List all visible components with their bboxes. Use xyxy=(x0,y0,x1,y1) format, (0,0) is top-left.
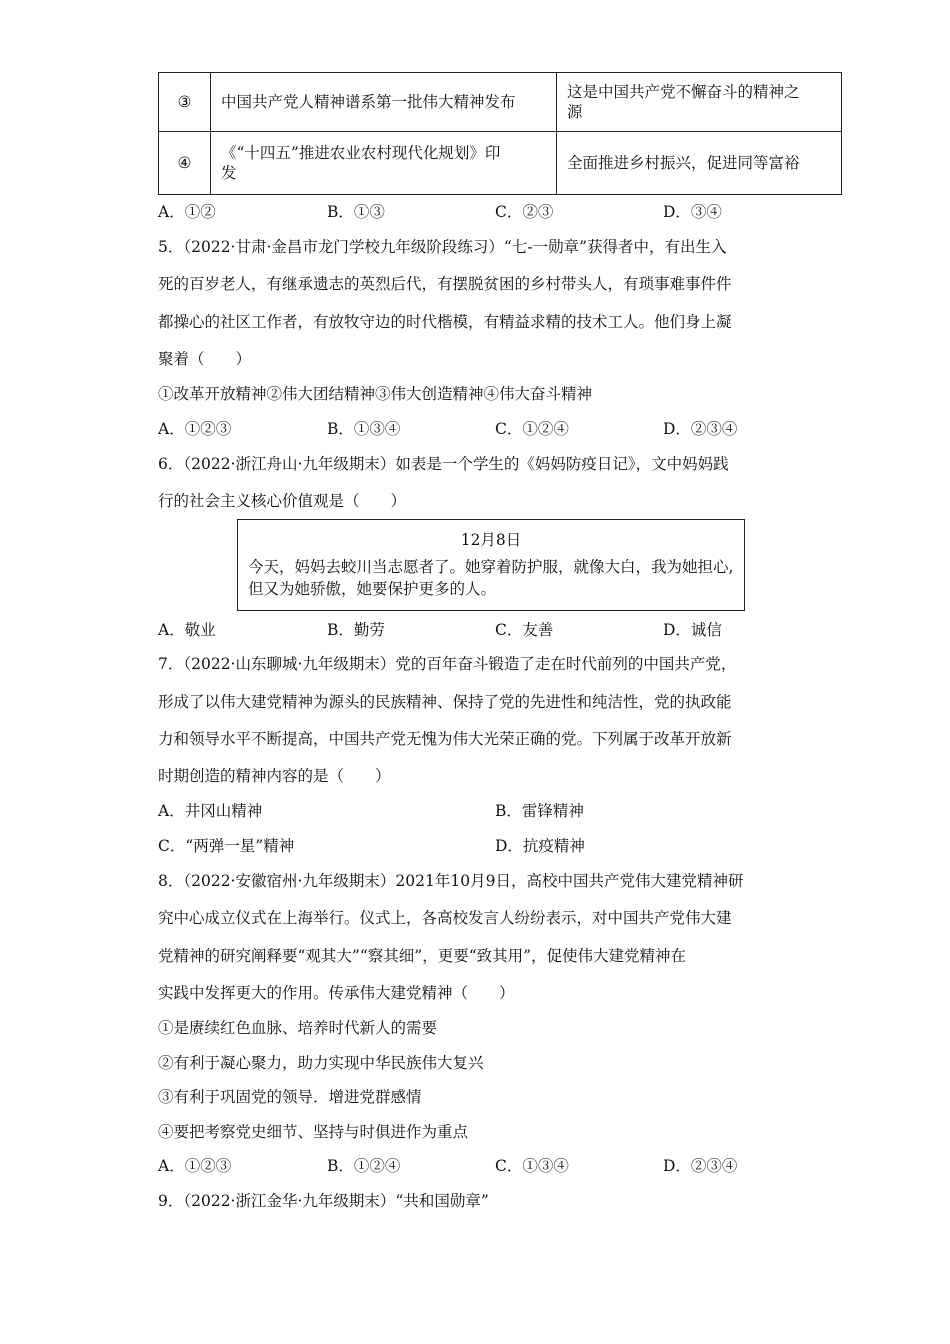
option-a[interactable]: A．①②③ xyxy=(158,420,232,438)
statement: ④要把考察党史细节、坚持与时俱进作为重点 xyxy=(158,1123,469,1141)
question-line: 5．（2022·甘肃·金昌市龙门学校九年级阶段练习）“七-一勋章”获得者中，有出生入 xyxy=(158,238,727,256)
option-b[interactable]: B．勤劳 xyxy=(327,621,385,639)
table-cell-num: ④ xyxy=(159,132,211,195)
answer-options xyxy=(158,417,858,441)
statements: ①改革开放精神②伟大团结精神③伟大创造精神④伟大奋斗精神 xyxy=(158,385,593,403)
option-c[interactable]: C．①②④ xyxy=(495,420,569,438)
option-c[interactable]: C．①③④ xyxy=(495,1157,569,1175)
answer-options xyxy=(158,1154,858,1178)
option-d[interactable]: D．诚信 xyxy=(663,621,722,639)
question-line: 行的社会主义核心价值观是（ ） xyxy=(158,492,407,510)
option-d[interactable]: D．②③④ xyxy=(663,1157,738,1175)
question-line: 聚着（ ） xyxy=(158,350,252,368)
option-c[interactable]: C．友善 xyxy=(495,621,554,639)
table-cell-num: ③ xyxy=(159,73,211,132)
question-line: 7．（2022·山东聊城·九年级期末）党的百年奋斗锻造了走在时代前列的中国共产党， xyxy=(158,655,737,673)
question-line: 究中心成立仪式在上海举行。仪式上，各高校发言人纷纷表示，对中国共产党伟大建 xyxy=(158,909,732,927)
table-row xyxy=(159,73,842,132)
answer-options xyxy=(158,200,858,224)
question-line: 力和领导水平不断提高，中国共产党无愧为伟大光荣正确的党。下列属于改革开放新 xyxy=(158,730,732,748)
statement: ③有利于巩固党的领导．增进党群感情 xyxy=(158,1088,422,1106)
table-row xyxy=(159,132,842,195)
cell-line: 《“十四五”推进农业农村现代化规划》印 xyxy=(221,144,501,162)
table-cell-meaning xyxy=(557,73,842,132)
question-line: 6．（2022·浙江舟山·九年级期末）如表是一个学生的《妈妈防疫日记》，文中妈妈践 xyxy=(158,455,729,473)
cell-line: 发 xyxy=(221,164,237,182)
question-line: 形成了以伟大建党精神为源头的民族精神、保持了党的先进性和纯洁性，党的执政能 xyxy=(158,693,732,711)
option-c[interactable]: C．②③ xyxy=(495,203,554,221)
table-cell-meaning: 全面推进乡村振兴，促进同等富裕 xyxy=(557,132,842,195)
option-c[interactable]: C．“两弹一星”精神 xyxy=(158,837,295,855)
question-9: 9．（2022·浙江金华·九年级期末）“共和国勋章” xyxy=(158,1192,489,1210)
answer-options xyxy=(158,618,858,642)
option-d[interactable]: D．抗疫精神 xyxy=(495,837,585,855)
statement: ②有利于凝心聚力，助力实现中华民族伟大复兴 xyxy=(158,1054,484,1072)
question-line: 党精神的研究阐释要“观其大”“察其细”，更要“致其用”，促使伟大建党精神在 xyxy=(158,947,687,965)
option-a[interactable]: A．①②③ xyxy=(158,1157,232,1175)
option-b[interactable]: B．雷锋精神 xyxy=(495,802,584,820)
option-d[interactable]: D．②③④ xyxy=(663,420,738,438)
cell-line: 源 xyxy=(567,103,583,121)
question-line: 都操心的社区工作者，有放牧守边的时代楷模，有精益求精的技术工人。他们身上凝 xyxy=(158,313,732,331)
question-line: 8．（2022·安徽宿州·九年级期末）2021年10月9日，高校中国共产党伟大建党精神研 xyxy=(158,872,744,890)
option-b[interactable]: B．①③ xyxy=(327,203,385,221)
question-line: 实践中发挥更大的作用。传承伟大建党精神（ ） xyxy=(158,984,515,1002)
top-table xyxy=(158,72,842,195)
answer-options xyxy=(158,799,858,823)
answer-options xyxy=(158,834,858,858)
diary-box xyxy=(237,519,745,611)
option-a[interactable]: A．井冈山精神 xyxy=(158,802,263,820)
option-b[interactable]: B．①②④ xyxy=(327,1157,401,1175)
question-line: 死的百岁老人，有继承遗志的英烈后代，有摆脱贫困的乡村带头人，有琐事难事件件 xyxy=(158,275,732,293)
diary-text: 今天，妈妈去蛟川当志愿者了。她穿着防护服，就像大白，我为她担心,但又为她骄傲，她要保护更多的人。 xyxy=(248,558,734,598)
diary-date: 12月8日 xyxy=(460,531,522,549)
table-cell-event: 中国共产党人精神谱系第一批伟大精神发布 xyxy=(211,73,557,132)
option-a[interactable]: A．敬业 xyxy=(158,621,216,639)
option-b[interactable]: B．①③④ xyxy=(327,420,401,438)
cell-line: 这是中国共产党不懈奋斗的精神之 xyxy=(567,83,800,101)
statement: ①是赓续红色血脉、培养时代新人的需要 xyxy=(158,1019,438,1037)
question-line: 时期创造的精神内容的是（ ） xyxy=(158,767,391,785)
option-d[interactable]: D．③④ xyxy=(663,203,722,221)
table-cell-event xyxy=(211,132,557,195)
option-a[interactable]: A．①② xyxy=(158,203,216,221)
